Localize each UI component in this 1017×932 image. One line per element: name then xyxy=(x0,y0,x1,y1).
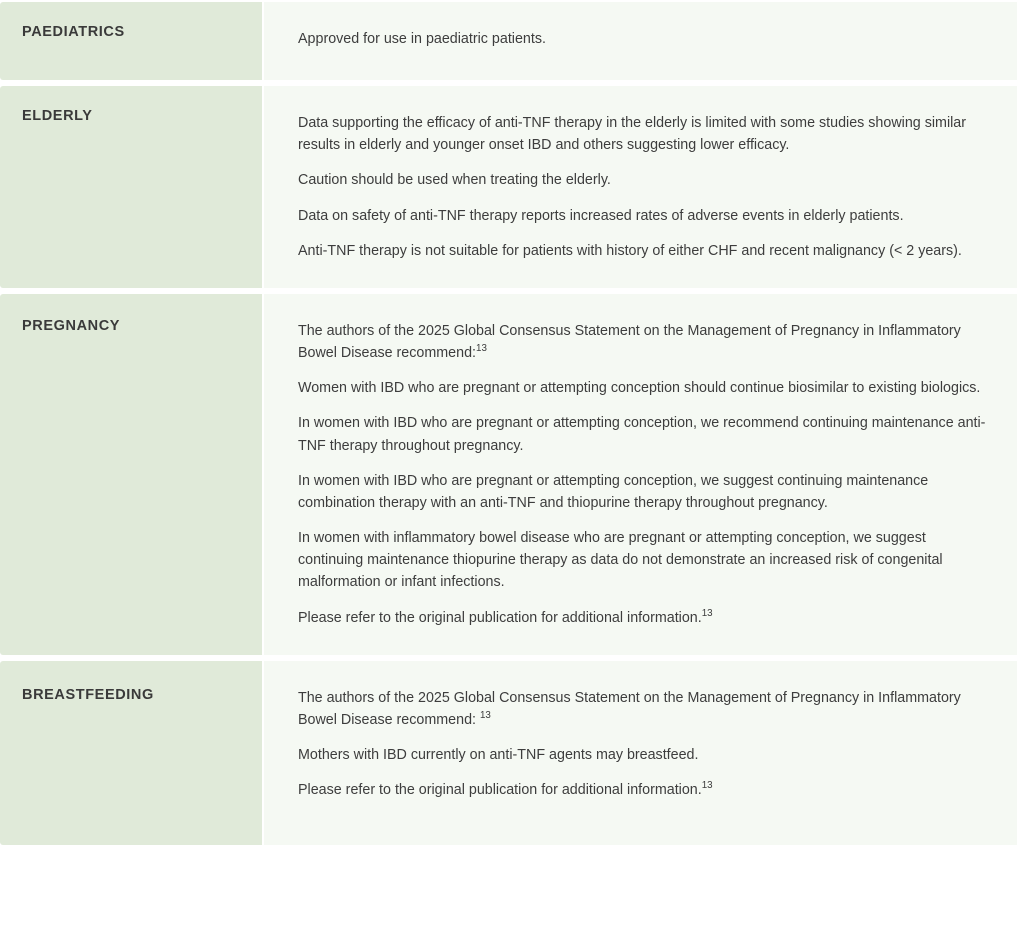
content-paragraph xyxy=(298,687,993,731)
content-paragraph xyxy=(298,744,993,766)
row-content-cell xyxy=(262,661,1017,846)
row-label-cell xyxy=(0,2,262,80)
reference-marker: 13 xyxy=(479,710,491,722)
content-paragraph xyxy=(298,470,993,514)
content-paragraph xyxy=(298,320,993,364)
content-paragraph xyxy=(298,112,993,156)
row-label: ELDERLY xyxy=(22,108,93,125)
paragraph-text: Please refer to the original publication for additional information. xyxy=(298,782,702,799)
paragraph-text: Data supporting the efficacy of anti-TNF therapy in the elderly is limited with some studies showing similar results in elderly and younger onset IBD and others suggesting lower efficacy. xyxy=(298,115,967,154)
paragraph-text: Please refer to the original publication for additional information. xyxy=(298,609,702,626)
row-label: BREASTFEEDING xyxy=(22,686,154,703)
table-row xyxy=(0,294,1017,655)
row-content-cell xyxy=(262,86,1017,288)
reference-marker: 13 xyxy=(701,780,713,792)
row-label-cell xyxy=(0,661,262,846)
content-paragraph xyxy=(298,607,993,629)
row-label-cell xyxy=(0,294,262,655)
reference-marker: 13 xyxy=(701,607,713,619)
paragraph-text: Approved for use in paediatric patients. xyxy=(298,31,546,47)
content-paragraph xyxy=(298,412,993,456)
row-label-cell xyxy=(0,86,262,288)
content-paragraph xyxy=(298,28,993,50)
paragraph-text: Anti-TNF therapy is not suitable for patients with history of either CHF and recent malignancy (< 2 years). xyxy=(298,242,962,259)
content-paragraph xyxy=(298,205,993,227)
paragraph-text: Data on safety of anti-TNF therapy reports increased rates of adverse events in elderly patients. xyxy=(298,207,904,224)
table-row xyxy=(0,86,1017,288)
paragraph-text: Caution should be used when treating the elderly. xyxy=(298,172,611,189)
content-paragraph xyxy=(298,377,993,399)
row-label: PREGNANCY xyxy=(22,317,121,334)
paragraph-text: In women with IBD who are pregnant or attempting conception, we recommend continuing maintenance anti-TNF therapy throughout pregnancy. xyxy=(298,415,986,454)
content-paragraph xyxy=(298,527,993,593)
paragraph-text: In women with inflammatory bowel disease who are pregnant or attempting conception, we suggest continuing maintenance thiopurine therapy as data do not demonstrate an increased risk of congenital malformation or infant infections. xyxy=(298,530,943,591)
reference-marker: 13 xyxy=(476,343,487,355)
row-content-cell xyxy=(262,294,1017,655)
row-content-cell xyxy=(262,2,1017,80)
row-label: PAEDIATRICS xyxy=(22,24,125,40)
content-paragraph xyxy=(298,779,993,801)
paragraph-text: Mothers with IBD currently on anti-TNF agents may breastfeed. xyxy=(298,746,699,763)
paragraph-text: The authors of the 2025 Global Consensus Statement on the Management of Pregnancy in Inflammatory Bowel Disease recommend: xyxy=(298,322,961,362)
paragraph-text: Women with IBD who are pregnant or attempting conception should continue biosimilar to existing biologics. xyxy=(298,380,981,397)
table-row xyxy=(0,661,1017,846)
table-row xyxy=(0,2,1017,80)
paragraph-text: The authors of the 2025 Global Consensus Statement on the Management of Pregnancy in Inflammatory Bowel Disease recommend: xyxy=(298,689,961,728)
content-paragraph xyxy=(298,240,993,262)
content-paragraph xyxy=(298,169,993,191)
paragraph-text: In women with IBD who are pregnant or attempting conception, we suggest continuing maintenance combination therapy with an anti-TNF and thiopurine therapy throughout pregnancy. xyxy=(298,472,929,511)
